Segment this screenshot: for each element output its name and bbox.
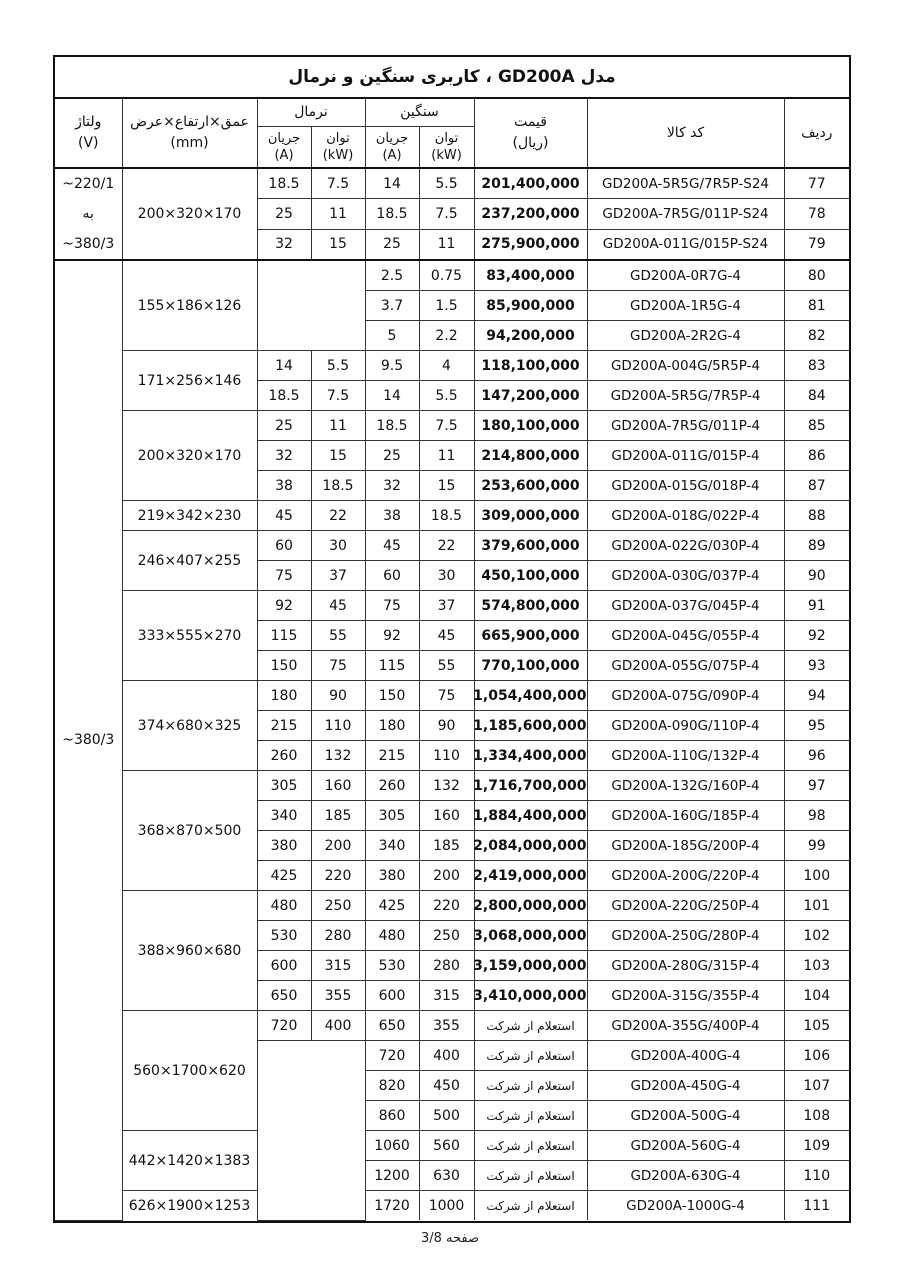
row-no: 108 xyxy=(784,1101,849,1131)
heavy-power: 11 xyxy=(419,441,474,471)
row-no: 96 xyxy=(784,741,849,771)
voltage-single-phase: 220/1~ به 380/3~ xyxy=(55,168,122,260)
header-price xyxy=(474,99,587,168)
normal-power: 160 xyxy=(311,771,365,801)
row-no: 86 xyxy=(784,441,849,471)
normal-current: 260 xyxy=(257,741,311,771)
header-price-label: قیمت xyxy=(514,114,547,130)
normal-power: 7.5 xyxy=(311,381,365,411)
heavy-current: 425 xyxy=(365,891,419,921)
heavy-power: 132 xyxy=(419,771,474,801)
table-row xyxy=(55,351,849,381)
product-code: GD200A-110G/132P-4 xyxy=(587,741,784,771)
dimensions: 1253×1900×626 xyxy=(122,1191,257,1221)
heavy-power: 160 xyxy=(419,801,474,831)
price: 3,068,000,000 xyxy=(474,921,587,951)
product-code: GD200A-630G-4 xyxy=(587,1161,784,1191)
product-code: GD200A-045G/055P-4 xyxy=(587,621,784,651)
heavy-current: 115 xyxy=(365,651,419,681)
product-code: GD200A-5R5G/7R5P-S24 xyxy=(587,168,784,199)
heavy-current: 2.5 xyxy=(365,260,419,291)
price: 1,716,700,000 xyxy=(474,771,587,801)
price: استعلام از شرکت xyxy=(474,1101,587,1131)
normal-power: 55 xyxy=(311,621,365,651)
heavy-power: 1000 xyxy=(419,1191,474,1221)
heavy-current: 380 xyxy=(365,861,419,891)
normal-power: 11 xyxy=(311,199,365,229)
normal-current: 25 xyxy=(257,411,311,441)
dimensions: 500×870×368 xyxy=(122,771,257,891)
normal-power: 5.5 xyxy=(311,351,365,381)
heavy-power: 30 xyxy=(419,561,474,591)
product-code: GD200A-075G/090P-4 xyxy=(587,681,784,711)
price: استعلام از شرکت xyxy=(474,1071,587,1101)
table-row xyxy=(55,1011,849,1041)
product-code: GD200A-5R5G/7R5P-4 xyxy=(587,381,784,411)
heavy-power: 22 xyxy=(419,531,474,561)
table-row xyxy=(55,260,849,291)
product-code: GD200A-7R5G/011P-S24 xyxy=(587,199,784,229)
heavy-power: 500 xyxy=(419,1101,474,1131)
heavy-power: 90 xyxy=(419,711,474,741)
heavy-power: 15 xyxy=(419,471,474,501)
price: 2,800,000,000 xyxy=(474,891,587,921)
row-no: 93 xyxy=(784,651,849,681)
price: 180,100,000 xyxy=(474,411,587,441)
heavy-current: 150 xyxy=(365,681,419,711)
price: 85,900,000 xyxy=(474,291,587,321)
heavy-current: 60 xyxy=(365,561,419,591)
heavy-power: 75 xyxy=(419,681,474,711)
dimensions: 325×680×374 xyxy=(122,681,257,771)
product-code: GD200A-315G/355P-4 xyxy=(587,981,784,1011)
price: 147,200,000 xyxy=(474,381,587,411)
normal-current: 32 xyxy=(257,441,311,471)
row-no: 100 xyxy=(784,861,849,891)
price: استعلام از شرکت xyxy=(474,1161,587,1191)
row-no: 109 xyxy=(784,1131,849,1161)
heavy-power: 250 xyxy=(419,921,474,951)
normal-power: 110 xyxy=(311,711,365,741)
heavy-power: 110 xyxy=(419,741,474,771)
row-no: 82 xyxy=(784,321,849,351)
heavy-power: 45 xyxy=(419,621,474,651)
price: 665,900,000 xyxy=(474,621,587,651)
price: 118,100,000 xyxy=(474,351,587,381)
normal-power: 200 xyxy=(311,831,365,861)
dimensions: 255×407×246 xyxy=(122,531,257,591)
normal-power: 315 xyxy=(311,951,365,981)
normal-power: 250 xyxy=(311,891,365,921)
normal-empty xyxy=(257,1041,365,1221)
row-no: 95 xyxy=(784,711,849,741)
table-row xyxy=(55,168,849,199)
normal-power: 185 xyxy=(311,801,365,831)
heavy-current: 600 xyxy=(365,981,419,1011)
heavy-power: 18.5 xyxy=(419,501,474,531)
normal-current: 215 xyxy=(257,711,311,741)
dimensions: 680×960×388 xyxy=(122,891,257,1011)
header-heavy-power: توان (kW) xyxy=(419,127,474,169)
normal-power: 15 xyxy=(311,441,365,471)
price: 214,800,000 xyxy=(474,441,587,471)
heavy-power: 0.75 xyxy=(419,260,474,291)
normal-current: 340 xyxy=(257,801,311,831)
heavy-current: 1720 xyxy=(365,1191,419,1221)
product-code: GD200A-055G/075P-4 xyxy=(587,651,784,681)
normal-power: 7.5 xyxy=(311,168,365,199)
normal-power: 220 xyxy=(311,861,365,891)
table-row xyxy=(55,501,849,531)
product-code: GD200A-280G/315P-4 xyxy=(587,951,784,981)
heavy-current: 260 xyxy=(365,771,419,801)
normal-current: 14 xyxy=(257,351,311,381)
price: 1,884,400,000 xyxy=(474,801,587,831)
normal-current: 650 xyxy=(257,981,311,1011)
heavy-current: 720 xyxy=(365,1041,419,1071)
normal-power: 90 xyxy=(311,681,365,711)
price: 3,410,000,000 xyxy=(474,981,587,1011)
heavy-current: 9.5 xyxy=(365,351,419,381)
heavy-power: 7.5 xyxy=(419,411,474,441)
dimensions: 170×320×200 xyxy=(122,168,257,260)
heavy-current: 305 xyxy=(365,801,419,831)
normal-current: 425 xyxy=(257,861,311,891)
heavy-current: 14 xyxy=(365,168,419,199)
heavy-current: 480 xyxy=(365,921,419,951)
heavy-current: 3.7 xyxy=(365,291,419,321)
heavy-current: 820 xyxy=(365,1071,419,1101)
dimensions: 270×555×333 xyxy=(122,591,257,681)
normal-current: 530 xyxy=(257,921,311,951)
price: 3,159,000,000 xyxy=(474,951,587,981)
product-code: GD200A-450G-4 xyxy=(587,1071,784,1101)
price: 1,054,400,000 xyxy=(474,681,587,711)
row-no: 104 xyxy=(784,981,849,1011)
dimensions: 146×256×171 xyxy=(122,351,257,411)
normal-empty xyxy=(257,260,365,351)
row-no: 98 xyxy=(784,801,849,831)
product-code: GD200A-220G/250P-4 xyxy=(587,891,784,921)
heavy-current: 1060 xyxy=(365,1131,419,1161)
product-code: GD200A-132G/160P-4 xyxy=(587,771,784,801)
row-no: 111 xyxy=(784,1191,849,1221)
heavy-current: 18.5 xyxy=(365,411,419,441)
price: استعلام از شرکت xyxy=(474,1011,587,1041)
product-code: GD200A-2R2G-4 xyxy=(587,321,784,351)
heavy-power: 315 xyxy=(419,981,474,1011)
header-normal-power: توان (kW) xyxy=(311,127,365,169)
heavy-power: 11 xyxy=(419,229,474,260)
header-price-unit: (ریال) xyxy=(512,135,549,151)
product-code: GD200A-1R5G-4 xyxy=(587,291,784,321)
product-code: GD200A-1000G-4 xyxy=(587,1191,784,1221)
normal-current: 18.5 xyxy=(257,168,311,199)
row-no: 79 xyxy=(784,229,849,260)
table-row xyxy=(55,771,849,801)
table-row xyxy=(55,1191,849,1221)
normal-current: 45 xyxy=(257,501,311,531)
heavy-power: 400 xyxy=(419,1041,474,1071)
heavy-current: 180 xyxy=(365,711,419,741)
heavy-power: 4 xyxy=(419,351,474,381)
normal-current: 92 xyxy=(257,591,311,621)
heavy-current: 530 xyxy=(365,951,419,981)
header-normal: نرمال xyxy=(257,99,365,127)
normal-current: 305 xyxy=(257,771,311,801)
table-row xyxy=(55,531,849,561)
row-no: 90 xyxy=(784,561,849,591)
dimensions: 230×342×219 xyxy=(122,501,257,531)
product-code: GD200A-355G/400P-4 xyxy=(587,1011,784,1041)
price: 1,334,400,000 xyxy=(474,741,587,771)
row-no: 91 xyxy=(784,591,849,621)
price: 2,419,000,000 xyxy=(474,861,587,891)
heavy-power: 560 xyxy=(419,1131,474,1161)
normal-current: 115 xyxy=(257,621,311,651)
table-row xyxy=(55,1131,849,1161)
product-code: GD200A-0R7G-4 xyxy=(587,260,784,291)
dimensions: 620×1700×560 xyxy=(122,1011,257,1131)
price: استعلام از شرکت xyxy=(474,1191,587,1221)
heavy-current: 25 xyxy=(365,441,419,471)
heavy-current: 38 xyxy=(365,501,419,531)
normal-power: 18.5 xyxy=(311,471,365,501)
heavy-current: 650 xyxy=(365,1011,419,1041)
heavy-power: 630 xyxy=(419,1161,474,1191)
product-code: GD200A-250G/280P-4 xyxy=(587,921,784,951)
row-no: 101 xyxy=(784,891,849,921)
price: 770,100,000 xyxy=(474,651,587,681)
normal-current: 180 xyxy=(257,681,311,711)
price: 379,600,000 xyxy=(474,531,587,561)
heavy-current: 14 xyxy=(365,381,419,411)
product-code: GD200A-500G-4 xyxy=(587,1101,784,1131)
header-dims-label: عمق×ارتفاع×عرض xyxy=(130,114,249,130)
normal-power: 11 xyxy=(311,411,365,441)
header-dims xyxy=(122,99,257,168)
product-code: GD200A-200G/220P-4 xyxy=(587,861,784,891)
price-table-frame xyxy=(53,55,851,1223)
header-code: کد کالا xyxy=(587,99,784,168)
heavy-current: 92 xyxy=(365,621,419,651)
header-heavy: سنگین xyxy=(365,99,474,127)
product-code: GD200A-400G-4 xyxy=(587,1041,784,1071)
normal-current: 32 xyxy=(257,229,311,260)
heavy-current: 340 xyxy=(365,831,419,861)
row-no: 88 xyxy=(784,501,849,531)
heavy-power: 185 xyxy=(419,831,474,861)
product-code: GD200A-090G/110P-4 xyxy=(587,711,784,741)
normal-power: 37 xyxy=(311,561,365,591)
voltage-three-phase: 380/3~ xyxy=(55,260,122,1220)
dimensions: 126×186×155 xyxy=(122,260,257,351)
header-voltage-unit: (V) xyxy=(77,135,99,151)
heavy-power: 37 xyxy=(419,591,474,621)
row-no: 87 xyxy=(784,471,849,501)
product-code: GD200A-011G/015P-4 xyxy=(587,441,784,471)
normal-current: 18.5 xyxy=(257,381,311,411)
dimensions: 170×320×200 xyxy=(122,411,257,501)
table-title: مدل GD200A ، کاربری سنگین و نرمال xyxy=(55,57,849,99)
heavy-current: 18.5 xyxy=(365,199,419,229)
normal-power: 22 xyxy=(311,501,365,531)
heavy-power: 7.5 xyxy=(419,199,474,229)
normal-power: 15 xyxy=(311,229,365,260)
heavy-current: 45 xyxy=(365,531,419,561)
product-code: GD200A-160G/185P-4 xyxy=(587,801,784,831)
normal-current: 600 xyxy=(257,951,311,981)
header-heavy-current: جریان (A) xyxy=(365,127,419,169)
heavy-power: 450 xyxy=(419,1071,474,1101)
price: 2,084,000,000 xyxy=(474,831,587,861)
heavy-power: 200 xyxy=(419,861,474,891)
normal-current: 60 xyxy=(257,531,311,561)
heavy-power: 280 xyxy=(419,951,474,981)
table-row xyxy=(55,411,849,441)
product-code: GD200A-015G/018P-4 xyxy=(587,471,784,501)
heavy-power: 5.5 xyxy=(419,381,474,411)
normal-power: 132 xyxy=(311,741,365,771)
row-no: 103 xyxy=(784,951,849,981)
price: 309,000,000 xyxy=(474,501,587,531)
row-no: 78 xyxy=(784,199,849,229)
normal-current: 150 xyxy=(257,651,311,681)
table-row xyxy=(55,891,849,921)
row-no: 110 xyxy=(784,1161,849,1191)
row-no: 77 xyxy=(784,168,849,199)
normal-current: 75 xyxy=(257,561,311,591)
row-no: 99 xyxy=(784,831,849,861)
product-code: GD200A-037G/045P-4 xyxy=(587,591,784,621)
heavy-current: 860 xyxy=(365,1101,419,1131)
heavy-power: 220 xyxy=(419,891,474,921)
price: 275,900,000 xyxy=(474,229,587,260)
heavy-current: 5 xyxy=(365,321,419,351)
heavy-power: 355 xyxy=(419,1011,474,1041)
table-row xyxy=(55,681,849,711)
row-no: 97 xyxy=(784,771,849,801)
row-no: 107 xyxy=(784,1071,849,1101)
price: 201,400,000 xyxy=(474,168,587,199)
price-table xyxy=(55,99,849,1221)
price: استعلام از شرکت xyxy=(474,1131,587,1161)
heavy-power: 5.5 xyxy=(419,168,474,199)
price: 574,800,000 xyxy=(474,591,587,621)
dimensions: 1383×1420×442 xyxy=(122,1131,257,1191)
row-no: 105 xyxy=(784,1011,849,1041)
heavy-current: 25 xyxy=(365,229,419,260)
header-dims-unit: (mm) xyxy=(170,135,209,151)
heavy-current: 75 xyxy=(365,591,419,621)
normal-power: 30 xyxy=(311,531,365,561)
normal-power: 280 xyxy=(311,921,365,951)
row-no: 94 xyxy=(784,681,849,711)
heavy-current: 215 xyxy=(365,741,419,771)
header-voltage xyxy=(55,99,122,168)
product-code: GD200A-018G/022P-4 xyxy=(587,501,784,531)
normal-power: 45 xyxy=(311,591,365,621)
row-no: 92 xyxy=(784,621,849,651)
header-row-no: ردیف xyxy=(784,99,849,168)
normal-current: 25 xyxy=(257,199,311,229)
normal-power: 355 xyxy=(311,981,365,1011)
normal-current: 380 xyxy=(257,831,311,861)
product-code: GD200A-185G/200P-4 xyxy=(587,831,784,861)
normal-current: 38 xyxy=(257,471,311,501)
table-row xyxy=(55,591,849,621)
price: 1,185,600,000 xyxy=(474,711,587,741)
price: استعلام از شرکت xyxy=(474,1041,587,1071)
heavy-power: 55 xyxy=(419,651,474,681)
header-normal-current: جریان (A) xyxy=(257,127,311,169)
product-code: GD200A-560G-4 xyxy=(587,1131,784,1161)
heavy-power: 2.2 xyxy=(419,321,474,351)
price: 237,200,000 xyxy=(474,199,587,229)
heavy-power: 1.5 xyxy=(419,291,474,321)
normal-power: 400 xyxy=(311,1011,365,1041)
heavy-current: 32 xyxy=(365,471,419,501)
product-code: GD200A-7R5G/011P-4 xyxy=(587,411,784,441)
product-code: GD200A-004G/5R5P-4 xyxy=(587,351,784,381)
product-code: GD200A-030G/037P-4 xyxy=(587,561,784,591)
header-voltage-label: ولتاژ xyxy=(75,114,102,130)
price: 253,600,000 xyxy=(474,471,587,501)
row-no: 85 xyxy=(784,411,849,441)
row-no: 83 xyxy=(784,351,849,381)
normal-current: 480 xyxy=(257,891,311,921)
product-code: GD200A-011G/015P-S24 xyxy=(587,229,784,260)
page-number: صفحه 3/8 xyxy=(420,1231,480,1246)
price: 94,200,000 xyxy=(474,321,587,351)
row-no: 80 xyxy=(784,260,849,291)
row-no: 84 xyxy=(784,381,849,411)
row-no: 106 xyxy=(784,1041,849,1071)
row-no: 89 xyxy=(784,531,849,561)
row-no: 102 xyxy=(784,921,849,951)
heavy-current: 1200 xyxy=(365,1161,419,1191)
normal-current: 720 xyxy=(257,1011,311,1041)
price: 83,400,000 xyxy=(474,260,587,291)
price: 450,100,000 xyxy=(474,561,587,591)
normal-power: 75 xyxy=(311,651,365,681)
row-no: 81 xyxy=(784,291,849,321)
product-code: GD200A-022G/030P-4 xyxy=(587,531,784,561)
